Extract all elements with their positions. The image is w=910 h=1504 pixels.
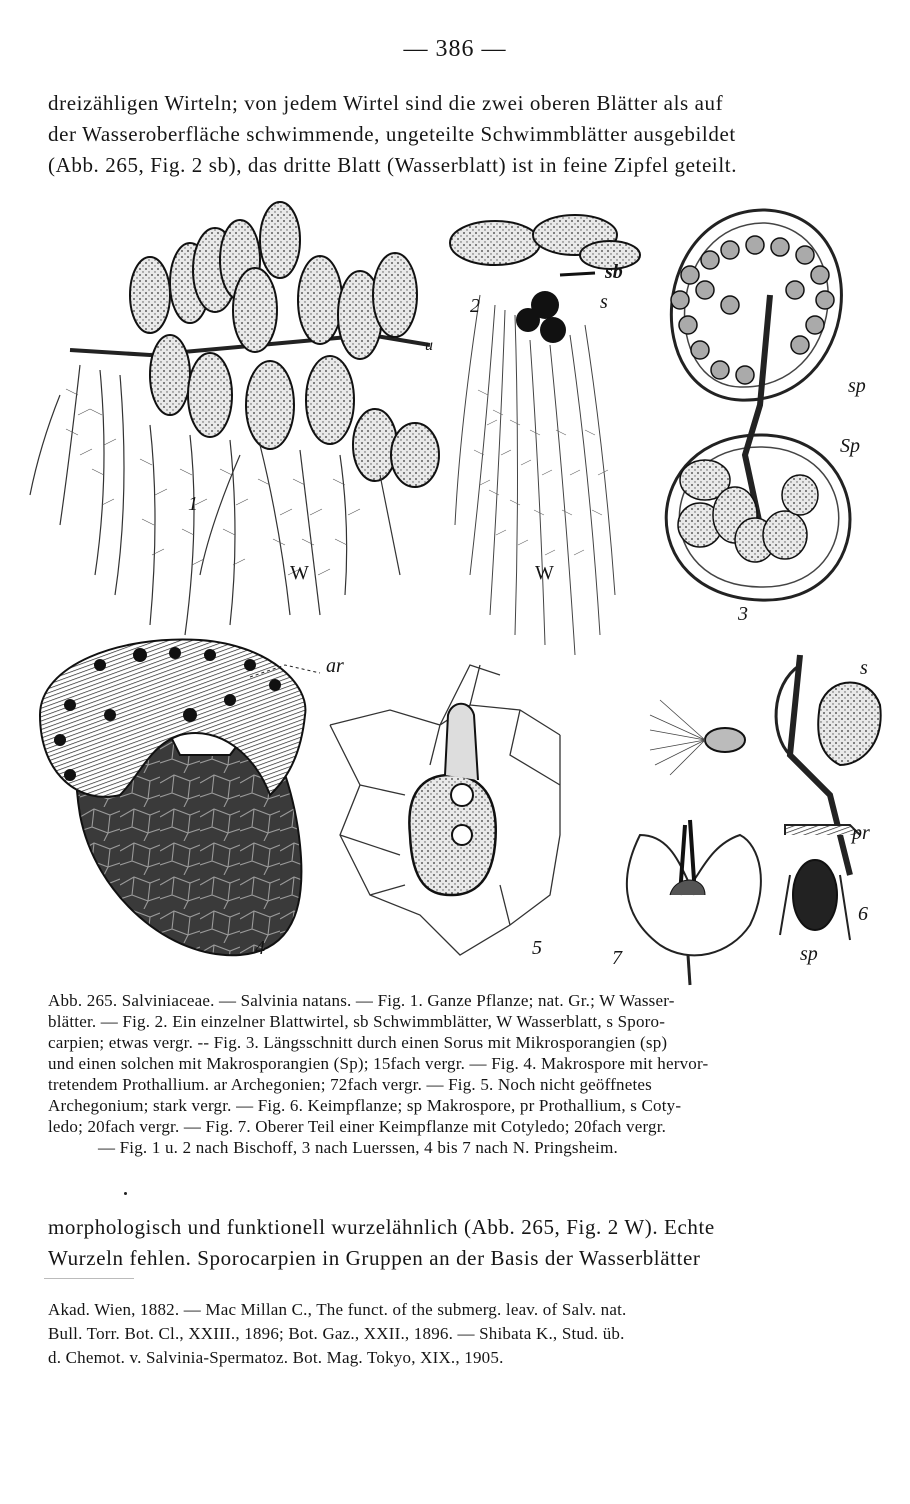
fig6-sp-label: sp bbox=[800, 943, 818, 965]
caption-line: Archegonium; stark vergr. — Fig. 6. Keimpflanze; sp Makrospore, pr Prothallium, s Coty- bbox=[48, 1096, 682, 1115]
text-line: dreizähligen Wirteln; von jedem Wirtel sind die zwei oberen Blätter als auf bbox=[48, 91, 724, 115]
fig6-pr-label: pr bbox=[852, 822, 870, 844]
fig6-s-label: s bbox=[860, 657, 868, 679]
fig1-u-label: u bbox=[425, 337, 433, 354]
footnote bbox=[48, 1298, 862, 1370]
fig1-w-label: W bbox=[290, 562, 309, 584]
caption-line: — Fig. 1 u. 2 nach Bischoff, 3 nach Luerssen, 4 bis 7 nach N. Pringsheim. bbox=[98, 1138, 618, 1157]
footnote-divider bbox=[44, 1278, 134, 1279]
fig3-Sp-label: Sp bbox=[840, 435, 860, 457]
fig1-whole-plant bbox=[30, 202, 439, 635]
footnote-line: Akad. Wien, 1882. — Mac Millan C., The funct. of the submerg. leav. of Salv. nat. bbox=[48, 1300, 627, 1319]
text-line: morphologisch und funktionell wurzelähnlich (Abb. 265, Fig. 2 W). Echte bbox=[48, 1215, 715, 1239]
fig7-label: 7 bbox=[612, 947, 622, 969]
plate-illustration bbox=[0, 195, 910, 990]
intro-paragraph bbox=[48, 88, 862, 181]
fig6-label: 6 bbox=[858, 903, 868, 925]
fig4-label: 4 bbox=[255, 937, 265, 959]
fig2-label: 2 bbox=[470, 295, 480, 317]
body-paragraph bbox=[48, 1212, 862, 1274]
fig4-ar-label: ar bbox=[326, 655, 344, 677]
text-line: Wurzeln fehlen. Sporocarpien in Gruppen an der Basis der Wasserblätter bbox=[48, 1246, 701, 1270]
caption-line: tretendem Prothallium. ar Archegonien; 72fach vergr. — Fig. 5. Noch nicht geöffnetes bbox=[48, 1075, 652, 1094]
fig3-sorus-section bbox=[666, 210, 850, 600]
fig3-label: 3 bbox=[738, 603, 748, 625]
fig2-sb-label: sb bbox=[605, 261, 623, 283]
text-line: der Wasseroberfläche schwimmende, ungeteilte Schwimmblätter ausgebildet bbox=[48, 122, 736, 146]
text-line: (Abb. 265, Fig. 2 sb), das dritte Blatt (Wasserblatt) ist in feine Zipfel geteilt. bbox=[48, 153, 738, 177]
fig3-sp-label: sp bbox=[848, 375, 866, 397]
fig4-macrospore bbox=[40, 639, 320, 955]
caption-line: und einen solchen mit Makrosporangien (Sp); 15fach vergr. — Fig. 4. Makrospore mit hervor- bbox=[48, 1054, 709, 1073]
fig2-s-label: s bbox=[600, 291, 608, 313]
botanical-figure-plate bbox=[0, 195, 910, 990]
figure-caption bbox=[48, 990, 862, 1158]
caption-line: blätter. — Fig. 2. Ein einzelner Blattwirtel, sb Schwimmblätter, W Wasserblatt, s Sporo- bbox=[48, 1012, 666, 1031]
stray-mark bbox=[124, 1192, 127, 1195]
fig2-w-label: W bbox=[535, 562, 554, 584]
caption-line: carpien; etwas vergr. -- Fig. 3. Längsschnitt durch einen Sorus mit Mikrosporangien (sp) bbox=[48, 1033, 668, 1052]
fig5-label: 5 bbox=[532, 937, 542, 959]
footnote-line: d. Chemot. v. Salvinia-Spermatoz. Bot. Mag. Tokyo, XIX., 1905. bbox=[48, 1348, 504, 1367]
fig5-archegonium bbox=[330, 665, 560, 955]
fig1-label: 1 bbox=[188, 493, 198, 515]
page-number: — 386 — bbox=[403, 36, 507, 62]
caption-line: Abb. 265. Salviniaceae. — Salvinia natans. — Fig. 1. Ganze Pflanze; nat. Gr.; W Wasser- bbox=[48, 991, 675, 1010]
footnote-line: Bull. Torr. Bot. Cl., XXIII., 1896; Bot. Gaz., XXII., 1896. — Shibata K., Stud. üb. bbox=[48, 1324, 625, 1343]
caption-line: ledo; 20fach vergr. — Fig. 7. Oberer Teil einer Keimpflanze mit Cotyledo; 20fach vergr. bbox=[48, 1117, 667, 1136]
fig7-seedling-top bbox=[627, 820, 761, 985]
